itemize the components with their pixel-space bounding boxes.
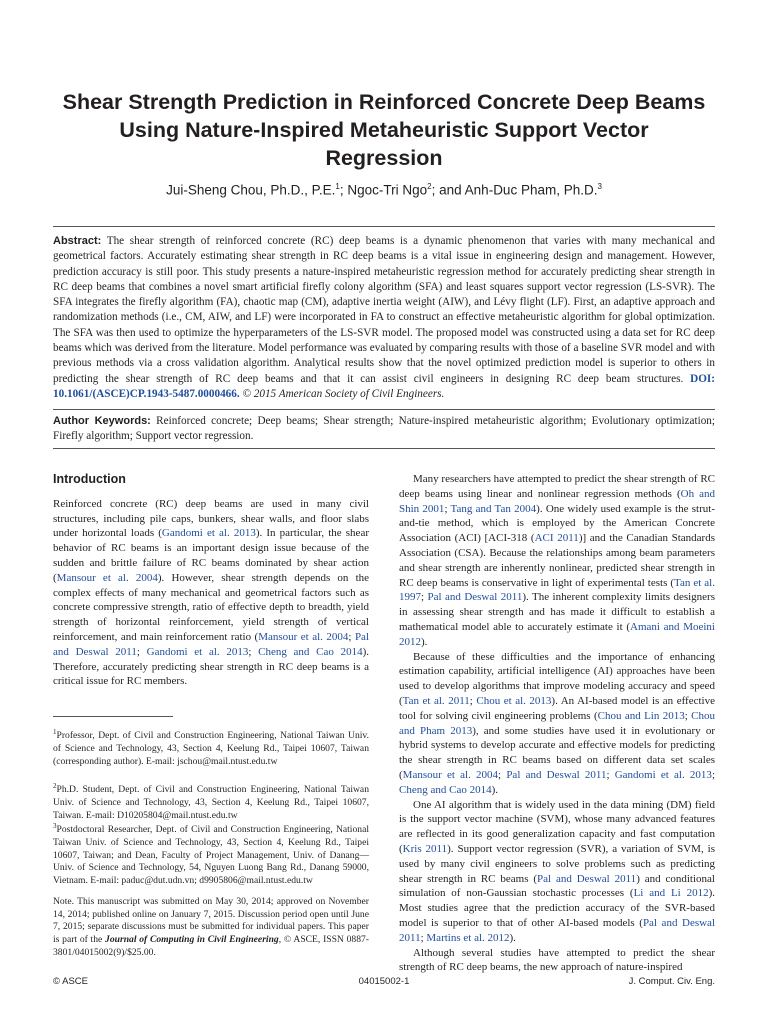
text-run: ), and some studies have used it in evolutionary or hybrid systems to develop accurate and effective models for predicting the shear strength in RC beams based on different data set scales ( [399,724,715,781]
text-run: ) and conditional simulation of non-Gaussian stochastic processes ( [399,872,715,900]
citation-link[interactable]: Amani and Moeini 2012 [399,620,715,648]
footnote-divider [53,716,173,717]
keywords-text: Reinforced concrete; Deep beams; Shear strength; Nature-inspired metaheuristic algorithm; Evolutionary optimization; Firefly algorithm; Support vector regression. [53,415,715,443]
abstract [53,234,715,402]
citation-link[interactable]: Tan et al. 1997 [399,576,715,604]
paper-title: Shear Strength Prediction in Reinforced Concrete Deep Beams Using Nature-Inspired Metaheuristic Support Vector Regression [62,90,706,170]
text-run: ). [509,931,516,944]
text-run: ). Therefore, accurately predicting shear strength in RC deep beams is a critical issue for RC members. [53,645,369,688]
footer-page-id: 04015002-1 [358,976,410,987]
journal-name: Journal of Computing in Civil Engineering [105,934,279,946]
footnote-text: Professor, Dept. of Civil and Construction Engineering, National Taiwan Univ. of Science and Technology, 43, Section 4, Keelung Rd., Taipei 10607, Taiwan (corresponding author). E-mail: jschou@mail.ntust.edu.tw [53,730,369,767]
text-run: ). Support vector regression (SVR), a variation of SVM, is used by many civil engineers to solve problems such as predicting shear strength in RC beams ( [399,842,715,885]
footnote-2 [53,780,369,822]
affiliation-mark-1: 1 [335,182,340,191]
text-run: ). In particular, the shear behavior of RC beams is an important design issue because of the sudden and brittle failure of RC beams dominated by shear action ( [53,527,369,584]
keywords-label: Author Keywords: [53,415,151,427]
text-run: ; [444,502,451,515]
text-run: Reinforced concrete (RC) deep beams are used in many civil structures, including pile caps, bunkers, shear walls, and floor slabs under horizontal loads ( [53,497,369,540]
text-run: ; [421,591,428,604]
citation-link[interactable]: Tan et al. 2011 [402,694,470,707]
author-separator: ; [339,182,348,198]
citation-link[interactable]: Pal and Deswal 2011 [506,768,607,781]
submission-note [53,896,369,960]
doi-link[interactable]: 10.1061/(ASCE)CP.1943-5487.0000466. [53,387,240,400]
affiliation-mark-3: 3 [597,182,602,191]
author-2: Ngoc-Tri Ngo [347,182,428,198]
body-paragraph: Although several studies have attempted to predict the shear strength of RC deep beams, the new approach of nature-inspired [399,946,715,974]
citation-link[interactable]: Martins et al. 2012 [426,931,510,944]
citation-link[interactable]: Mansour et al. 2004 [258,630,349,643]
divider [53,409,715,410]
text-run: ; [684,709,692,722]
author-separator: ; and [431,182,465,198]
text-run: ). However, shear strength depends on the complex effects of many mechanical and geometrical factors such as concrete compressive strength, ratio of effective depth to breadth, yield strength of horizontal reinforcement, yield strength of vertical reinforcement, and main reinforcement ratio ( [53,571,370,643]
text-run: Because of these difficulties and the importance of enhancing estimation capability, artificial intelligence (AI) approaches have been used to develop algorithms that improve modeling accuracy and speed ( [399,650,715,707]
affiliation-mark-2: 2 [427,182,432,191]
note-text: Note. This manuscript was submitted on May 30, 2014; approved on November 14, 2014; published online on January 7, 2015. Discussion period open until June 7, 2015; separate discussions must be submitted for individual papers. This paper is part of the [53,896,369,946]
citation-link[interactable]: Gandomi et al. 2013 [614,768,712,781]
author-1: Jui-Sheng Chou, Ph.D., P.E. [166,182,336,198]
citation-link[interactable]: Tang and Tan 2004 [450,502,537,515]
body-paragraph [399,798,715,946]
text-run: ). The inherent complexity limits designers in assessing shear strength and has made it difficult to establish a mathematical model able to accurately estimate it ( [399,591,715,633]
section-heading-introduction: Introduction [53,472,126,486]
citation-link[interactable]: Chou and Lin 2013 [597,709,685,722]
author-list [60,182,708,198]
footnote-3 [53,820,369,888]
citation-link[interactable]: Gandomi et al. 2013 [146,645,249,658]
footer-copyright: © ASCE [53,976,88,987]
citation-link[interactable]: Pal and Deswal 2011 [427,591,523,604]
footnote-1 [53,726,369,768]
left-column [53,472,369,689]
body-paragraph [399,472,715,650]
citation-link[interactable]: Mansour et al. 2004 [402,768,499,781]
footnote-mark: 3 [53,822,57,830]
citation-link[interactable]: Cheng and Cao 2014 [399,783,492,796]
citation-link[interactable]: Pal and Deswal 2011 [53,630,369,658]
doi-label: DOI: [690,372,715,385]
citation-link[interactable]: Mansour et al. 2004 [56,571,158,584]
divider [53,448,715,449]
citation-link[interactable]: Pal and Deswal 2011 [399,916,715,944]
text-run: ; [136,645,147,658]
text-run: One AI algorithm that is widely used in the data mining (DM) field is the support vector machine (SVM), whose many advanced features are reflected in its good generalization capacity and fast computation ( [399,798,715,855]
text-run: ; [498,768,507,781]
footnote-mark: 2 [53,782,57,790]
text-run: ). An AI-based model is an effective tool for solving civil engineering problems ( [399,694,715,722]
citation-link[interactable]: Gandomi et al. 2013 [161,527,256,540]
text-run: ). One widely used example is the strut-and-tie method, which is employed by the American Concrete Association (ACI) [ACI-318 ( [399,502,715,545]
note-text: , © ASCE, ISSN 0887-3801/04015002(9)/$25.00. [53,934,369,958]
text-run: )] and the Canadian Standards Association (CSA). Because the relationships among beam parameters and shear strength are inherently nonlinear, predicted shear strength in RC deep beams is conservative in light of experimental tests ( [399,532,715,589]
footnote-text: Postdoctoral Researcher, Dept. of Civil and Construction Engineering, National Taiwan Univ. of Science and Technology, 43, Section 4, Keelung Rd., Taipei 10607, Taiwan; and Dean, Faculty of Project Management, Univ. of Danang—Univ. of Science and Technology, 54, Nguyen Luong Bang Rd., Danang 59000, Vietnam. E-mail: paduc@dut.udn.vn; d9905806@mail.ntust.edu.tw [53,824,369,886]
author-3: Anh-Duc Pham, Ph.D. [464,182,598,198]
intro-paragraph [53,497,369,689]
text-run: ; [711,768,715,781]
citation-link[interactable]: Chou et al. 2013 [476,694,552,707]
body-paragraph [399,650,715,798]
text-run: Many researchers have attempted to predict the shear strength of RC deep beams using linear and nonlinear regression methods ( [399,473,715,500]
citation-link[interactable]: Cheng and Cao 2014 [258,645,363,658]
text-run: ; [606,768,615,781]
author-keywords [53,414,715,445]
citation-link[interactable]: Pal and Deswal 2011 [537,872,637,885]
copyright-notice: © 2015 American Society of Civil Engineers. [239,387,445,400]
text-run: ; [348,630,355,643]
text-run: ). Most studies agree that the prediction accuracy of the SVR-based model is superior to that of other AI-based models ( [399,887,715,929]
text-run: ). [421,635,428,648]
citation-link[interactable]: Kris 2011 [402,842,448,855]
footnote-text: Ph.D. Student, Dept. of Civil and Construction Engineering, National Taiwan Univ. of Science and Technology, 43, Section 4, Keelung Rd., Taipei 10607, Taiwan. E-mail: D10205804@mail.ntust.edu.tw [53,784,369,821]
abstract-label: Abstract: [53,235,102,247]
right-column [399,472,715,975]
footer-journal: J. Comput. Civ. Eng. [628,976,715,987]
divider [53,226,715,227]
citation-link[interactable]: Chou and Pham 2013 [399,709,716,737]
citation-link[interactable]: Li and Li 2012 [633,887,709,900]
text-run: ; [469,694,477,707]
citation-link[interactable]: Oh and Shin 2001 [399,487,716,515]
citation-link[interactable]: ACI 2011 [534,532,579,545]
text-run: ; [420,931,427,944]
text-run: ). [491,783,498,796]
footnote-mark: 1 [53,728,57,736]
text-run: ; [248,645,259,658]
abstract-text: The shear strength of reinforced concrete (RC) deep beams is a dynamic phenomenon that varies with many mechanical and geometrical factors. Accurately estimating shear strength in RC deep beams is a vital issue in engineering design and management. However, prediction accuracy is still poor. This study presents a nature-inspired metaheuristic regression method for accurately predicting shear strength in RC deep beams that combines a novel smart artificial firefly colony algorithm (SFA) and least squares support vector regression (LS-SVR). The SFA integrates the firefly algorithm (FA), chaotic map (CM), adaptive inertia weight (AIW), and Lévy flight (LF). First, an adaptive approach and randomization methods (i.e., CM, AIW, and LF) were incorporated in FA to construct an effective metaheuristic algorithm for global optimization. The SFA was then used to optimize the hyperparameters of the LS-SVR model. The proposed model was constructed using a data set for RC deep beams which was derived from the literature. Model performance was evaluated by comparing results with those of a baseline SVR model and with previous methods via a cross validation algorithm. Analytical results show that the novel optimized prediction model is superior to others in predicting the shear strength of RC deep beams and that it can assist civil engineers in designing RC deep beam structures. [53,235,715,385]
